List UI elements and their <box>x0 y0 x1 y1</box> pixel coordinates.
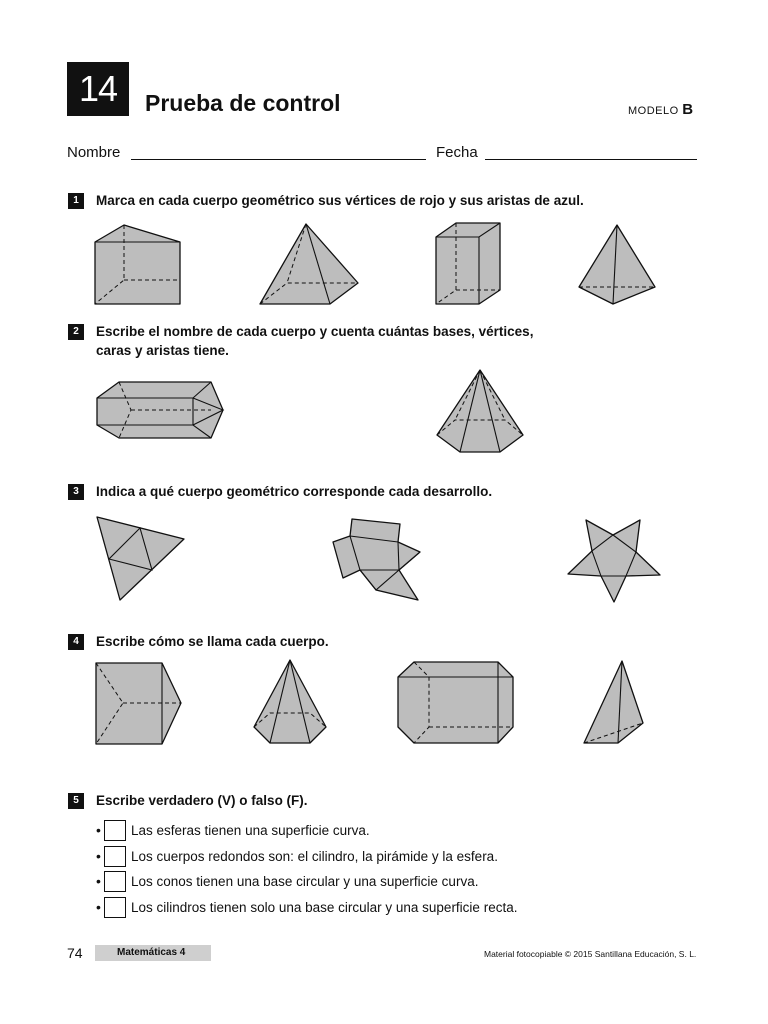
bullet: • <box>96 873 101 889</box>
hexagonal-pyramid-figure-2 <box>254 660 326 743</box>
triangular-prism-figure <box>96 663 181 744</box>
statement-row <box>96 819 370 841</box>
model-label <box>628 101 693 118</box>
answer-box[interactable] <box>104 846 126 867</box>
model-label-text: MODELO <box>628 105 679 117</box>
prism-net-figure <box>333 519 420 600</box>
tetrahedron-net-figure <box>97 517 184 600</box>
question-2-number: 2 <box>68 324 84 340</box>
square-pyramid-figure <box>260 224 358 304</box>
pentagonal-pyramid-net-figure <box>568 520 660 602</box>
bullet: • <box>96 848 101 864</box>
hexagonal-prism-figure <box>398 662 513 743</box>
question-3-number: 3 <box>68 484 84 500</box>
statement-text: Las esferas tienen una superficie curva. <box>131 822 370 838</box>
copyright-notice: Material fotocopiable © 2015 Santillana Educación, S. L. <box>484 949 697 959</box>
answer-box[interactable] <box>104 897 126 918</box>
statement-row <box>96 870 478 892</box>
question-4-number: 4 <box>68 634 84 650</box>
question-1-figures <box>0 215 768 315</box>
question-4-text: Escribe cómo se llama cada cuerpo. <box>96 634 329 649</box>
bullet: • <box>96 822 101 838</box>
question-2-text-line2: caras y aristas tiene. <box>96 343 229 358</box>
question-3-figures <box>0 510 768 610</box>
page-number: 74 <box>67 945 83 961</box>
bullet: • <box>96 899 101 915</box>
question-5-text: Escribe verdadero (V) o falso (F). <box>96 793 308 808</box>
answer-box[interactable] <box>104 871 126 892</box>
question-2-text-line1: Escribe el nombre de cada cuerpo y cuenta cuántas bases, vértices, <box>96 324 534 339</box>
statement-text: Los conos tienen una base circular y una superficie curva. <box>131 873 479 889</box>
book-title-bar: Matemáticas 4 <box>95 945 211 961</box>
page-title: Prueba de control <box>145 90 341 116</box>
triangular-pyramid-figure-2 <box>584 661 643 743</box>
date-field[interactable] <box>485 159 697 160</box>
statement-text: Los cilindros tienen solo una base circular y una superficie recta. <box>131 899 518 915</box>
triangular-pyramid-figure <box>579 225 655 304</box>
name-label: Nombre <box>67 144 121 161</box>
date-label: Fecha <box>436 144 478 161</box>
question-4-figures <box>0 655 768 755</box>
question-5-number: 5 <box>68 793 84 809</box>
question-3-text: Indica a qué cuerpo geométrico corresponde cada desarrollo. <box>96 484 493 499</box>
name-field[interactable] <box>131 159 426 160</box>
unit-number-badge: 14 <box>67 62 129 116</box>
question-2-figures <box>0 365 768 460</box>
hexagonal-pyramid-figure <box>437 370 523 452</box>
rectangular-prism-figure <box>436 223 500 304</box>
question-1-text: Marca en cada cuerpo geométrico sus vértices de rojo y sus aristas de azul. <box>96 193 584 208</box>
pentagonal-prism-figure <box>97 382 223 438</box>
cube-figure <box>95 225 180 304</box>
answer-box[interactable] <box>104 820 126 841</box>
statement-text: Los cuerpos redondos son: el cilindro, la pirámide y la esfera. <box>131 848 498 864</box>
statement-row <box>96 896 517 918</box>
question-1-number: 1 <box>68 193 84 209</box>
statement-row <box>96 845 498 867</box>
model-letter: B <box>682 101 694 118</box>
